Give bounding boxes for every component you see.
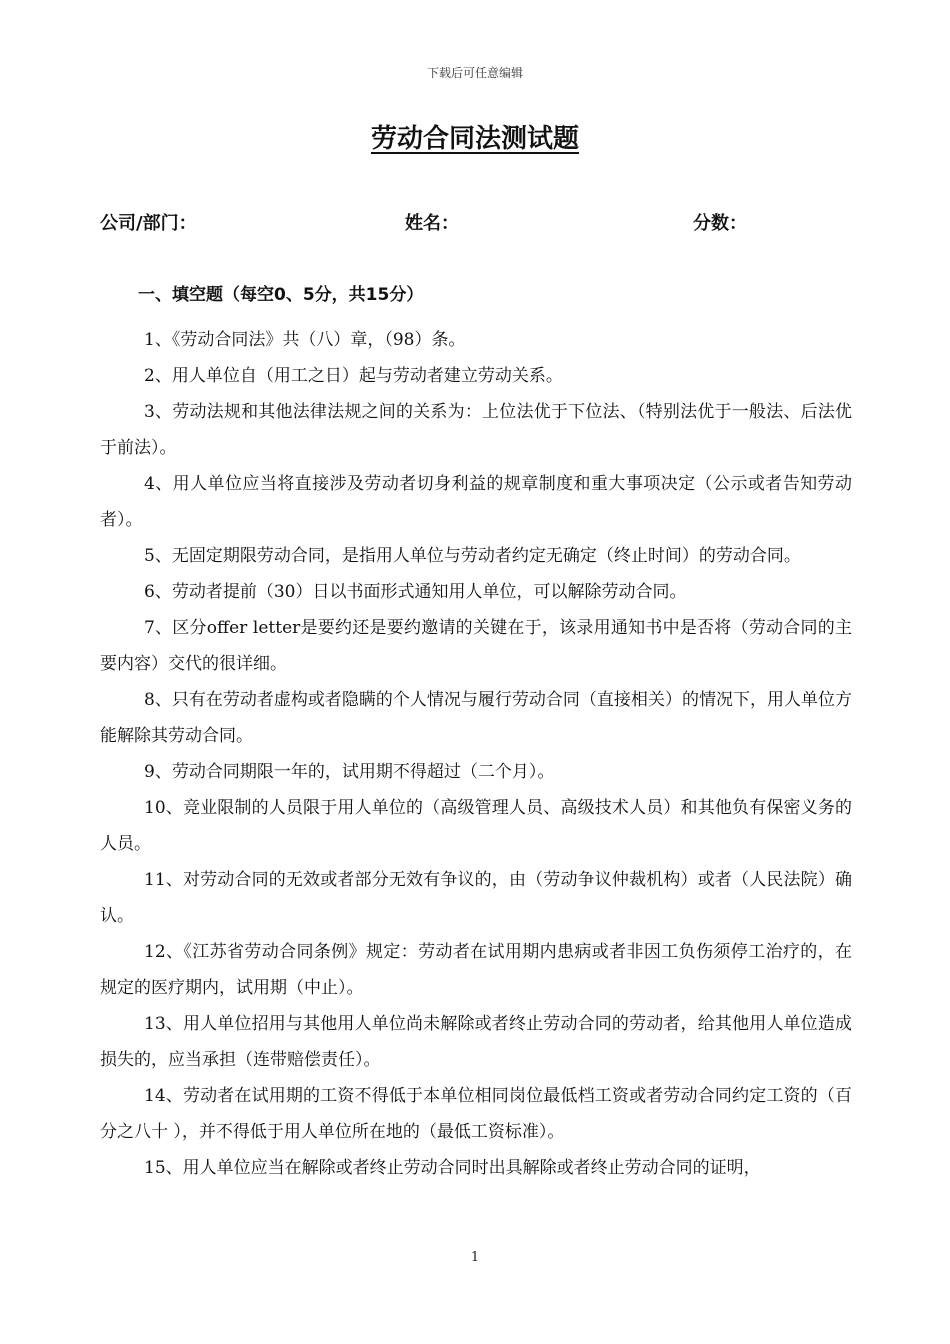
page-number: 1 <box>470 1250 480 1265</box>
question-item: 1、《劳动合同法》共（八）章，（98）条。 <box>144 330 466 350</box>
question-item: 7、区分offer letter是要约还是要约邀请的关键在于，该录用通知书中是否将（劳动合同的主要内容）交代的很详细。 <box>100 618 852 674</box>
question-item: 15、用人单位应当在解除或者终止劳动合同时出具解除或者终止劳动合同的证明， <box>144 1158 761 1178</box>
section-heading: 一、填空题（每空0、5分，共15分） <box>138 285 424 305</box>
question-item: 9、劳动合同期限一年的，试用期不得超过（二个月）。 <box>144 762 555 782</box>
score-label: 分数： <box>693 213 747 234</box>
question-item: 4、用人单位应当将直接涉及劳动者切身利益的规章制度和重大事项决定（公示或者告知劳动者）。 <box>100 474 852 530</box>
question-item: 2、用人单位自（用工之日）起与劳动者建立劳动关系。 <box>144 366 563 386</box>
question-item: 12、《江苏省劳动合同条例》规定：劳动者在试用期内患病或者非因工负伤须停工治疗的，在规定的医疗期内，试用期（中止）。 <box>100 942 852 998</box>
name-label: 姓名： <box>405 213 459 234</box>
question-item: 14、劳动者在试用期的工资不得低于本单位相同岗位最低档工资或者劳动合同约定工资的（百分之八十 ），并不得低于用人单位所在地的（最低工资标准）。 <box>100 1086 852 1142</box>
info-row <box>0 209 950 239</box>
question-item: 11、对劳动合同的无效或者部分无效有争议的，由（劳动争议仲裁机构）或者（人民法院）确认。 <box>100 870 852 926</box>
question-item: 5、无固定期限劳动合同，是指用人单位与劳动者约定无确定（终止时间）的劳动合同。 <box>144 546 801 566</box>
question-item: 10、竞业限制的人员限于用人单位的（高级管理人员、高级技术人员）和其他负有保密义务的人员。 <box>100 798 852 854</box>
question-item: 6、劳动者提前（30）日以书面形式通知用人单位，可以解除劳动合同。 <box>144 582 687 602</box>
header-note: 下载后可任意编辑 <box>426 66 523 80</box>
document-title: 劳动合同法测试题 <box>370 124 579 154</box>
company-department-label: 公司/部门： <box>100 213 197 234</box>
question-item: 8、只有在劳动者虚构或者隐瞒的个人情况与履行劳动合同（直接相关）的情况下，用人单位方能解除其劳动合同。 <box>100 690 852 746</box>
question-item: 13、用人单位招用与其他用人单位尚未解除或者终止劳动合同的劳动者，给其他用人单位造成损失的，应当承担（连带赔偿责任）。 <box>100 1014 852 1070</box>
question-item: 3、劳动法规和其他法律法规之间的关系为：上位法优于下位法、（特别法优于一般法、后法优于前法）。 <box>100 402 852 458</box>
question-list <box>100 322 852 1186</box>
